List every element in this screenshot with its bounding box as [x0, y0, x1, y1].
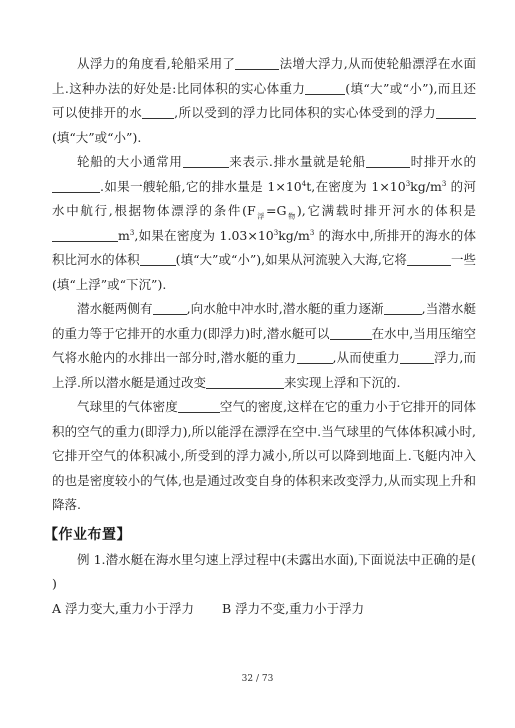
text: =G — [266, 203, 287, 218]
text: ,当潜水艇的重力等于它排开的水重力(即浮力)时,潜水艇可以 — [52, 301, 476, 341]
text: kg/m — [278, 227, 310, 243]
answer-blank — [330, 325, 372, 340]
subscript: 浮 — [255, 212, 267, 221]
exponent: 4 — [301, 179, 307, 188]
exponent: 3 — [405, 179, 411, 188]
exponent: 3 — [309, 228, 315, 237]
answer-blank — [235, 55, 279, 70]
text: kg/m — [410, 178, 442, 194]
text: 空气的密度,这样在它的重力小于它排开的同体积的空气的重力(即浮力),所以能浮在漂浮在空中.当气球里的气体体积减小时,它排开空气的体积减小,所受到的浮力减小,所以可以降到地面上.飞艇内冲入的也是密度较小的气体,也是通过改变自身的体积来改变浮力,从而实现上升和降落. — [52, 399, 476, 512]
paragraph-ship-buoyancy — [52, 52, 476, 150]
text: 来实现上浮和下沉的. — [283, 374, 401, 390]
text: 轮船的大小通常用 — [77, 154, 183, 169]
subscript: 物 — [286, 212, 297, 221]
text: (填“大”或“小”). — [52, 129, 142, 145]
answer-blank — [140, 251, 176, 266]
text: 时排开水的 — [409, 154, 476, 169]
exponent: 3 — [441, 179, 447, 188]
answer-blank — [366, 153, 410, 168]
text: 从浮力的角度看,轮船采用了 — [77, 56, 236, 71]
page-number: 32 / 73 — [241, 674, 274, 684]
question-1-options — [52, 597, 476, 622]
text: ,所以受到的浮力比同体积的实心体受到的浮力 — [174, 105, 436, 120]
text: t,在密度为 1×10 — [306, 178, 406, 194]
question-1: 例 1.潜水艇在海水里匀速上浮过程中(未露出水面),下面说法中正确的是( ) — [52, 551, 502, 591]
answer-blank — [436, 104, 476, 119]
text: .如果一艘轮船,它的排水量是 1×10 — [100, 178, 302, 194]
text: m — [118, 227, 130, 243]
text: 一些(填“上浮”或“下沉”). — [52, 252, 476, 292]
text: ,从而使重力 — [332, 350, 400, 365]
section-title: 【作业布置】 — [44, 526, 131, 543]
answer-blank — [52, 227, 118, 242]
text: ),它满载时排开河水的体积是 — [296, 203, 477, 218]
answer-blank — [183, 153, 229, 168]
option-b: B 浮力不变,重力小于浮力 — [221, 600, 365, 616]
paragraph-displacement — [52, 150, 476, 297]
answer-blank — [206, 374, 284, 389]
answer-blank — [400, 349, 434, 364]
paragraph-balloon — [52, 395, 476, 518]
text: (填“大”或“小”),如果从河流驶入大海,它将 — [175, 252, 407, 267]
text: (填“大”或“小”),而且还可以使排开的水 — [52, 80, 476, 120]
option-a: A 浮力变大,重力小于浮力 — [52, 600, 194, 616]
document-page — [44, 52, 502, 621]
text: 气球里的气体密度 — [77, 399, 178, 414]
paragraph-submarine — [52, 297, 476, 395]
text: ,如果在密度为 1.03×10 — [134, 227, 274, 243]
answer-blank — [142, 104, 174, 119]
text: 潜水艇两侧有 — [77, 301, 153, 316]
exponent: 3 — [129, 228, 135, 237]
text: 法增大浮力,从而使轮船漂浮在水面上.这种办法的好处是:比同体积的实心体重力 — [52, 56, 476, 96]
text: 的海水中,所排开的海水的体积比河水的体积 — [52, 227, 476, 267]
answer-blank — [153, 300, 187, 315]
text: 的河水中航行,根据物体漂浮的条件(F — [52, 178, 476, 218]
answer-blank — [407, 251, 451, 266]
text: ,向水舱中冲水时,潜水艇的重力逐渐 — [186, 301, 384, 316]
text: 浮力,而上浮.所以潜水艇是通过改变 — [52, 350, 476, 390]
answer-blank — [384, 300, 422, 315]
answer-blank — [297, 349, 333, 364]
answer-blank — [178, 398, 220, 413]
text: 在水中,当用压缩空气将水舱内的水排出一部分时,潜水艇的重力 — [52, 325, 476, 365]
answer-blank — [52, 178, 100, 193]
answer-blank — [305, 80, 345, 95]
text: 来表示.排水量就是轮船 — [228, 154, 366, 169]
exponent: 3 — [273, 228, 279, 237]
